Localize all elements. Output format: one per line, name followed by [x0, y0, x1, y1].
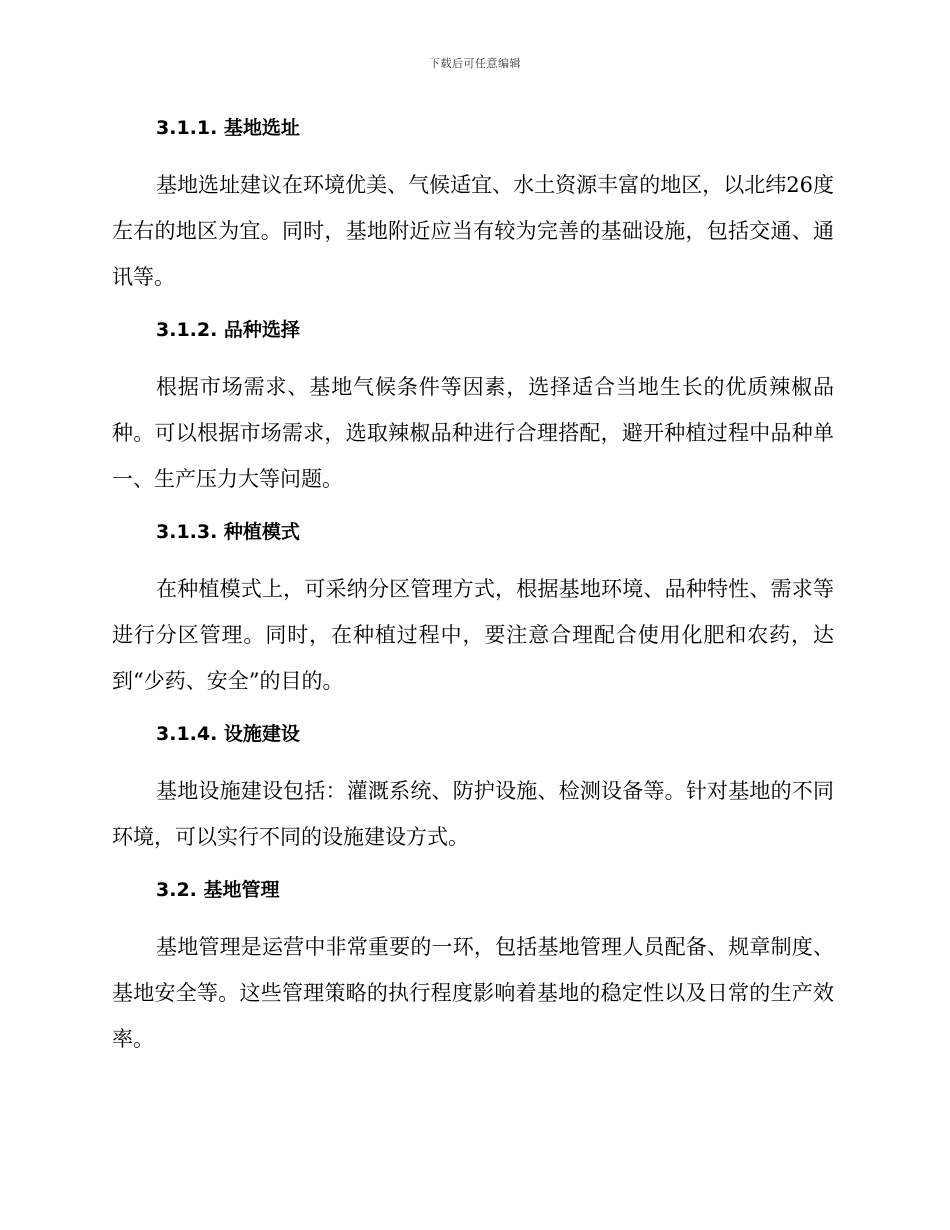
section-body: 基地选址建议在环境优美、气候适宜、水土资源丰富的地区，以北纬26度左右的地区为宜。同时，基地附近应当有较为完善的基础设施，包括交通、通讯等。 [112, 173, 834, 289]
section-heading: 3.1.4. 设施建设 [156, 723, 300, 745]
section-body: 基地管理是运营中非常重要的一环，包括基地管理人员配备、规章制度、基地安全等。这些管理策略的执行程度影响着基地的稳定性以及日常的生产效率。 [112, 935, 834, 1051]
section-heading: 3.2. 基地管理 [156, 879, 280, 901]
section-heading: 3.1.1. 基地选址 [156, 117, 300, 139]
section-base-management [112, 870, 834, 1062]
section-facility-construction [112, 714, 834, 860]
section-variety-selection [112, 310, 834, 502]
section-body: 在种植模式上，可采纳分区管理方式，根据基地环境、品种特性、需求等进行分区管理。同时，在种植过程中，要注意合理配合使用化肥和农药，达到“少药、安全”的目的。 [112, 577, 834, 693]
document-content [112, 108, 834, 1072]
section-site-selection [112, 108, 834, 300]
section-heading: 3.1.3. 种植模式 [156, 521, 300, 543]
section-heading: 3.1.2. 品种选择 [156, 319, 300, 341]
header-note: 下载后可任意编辑 [429, 57, 521, 70]
section-body: 根据市场需求、基地气候条件等因素，选择适合当地生长的优质辣椒品种。可以根据市场需求，选取辣椒品种进行合理搭配，避开种植过程中品种单一、生产压力大等问题。 [112, 375, 834, 491]
section-planting-mode [112, 512, 834, 704]
section-body: 基地设施建设包括：灌溉系统、防护设施、检测设备等。针对基地的不同环境，可以实行不同的设施建设方式。 [112, 779, 834, 849]
